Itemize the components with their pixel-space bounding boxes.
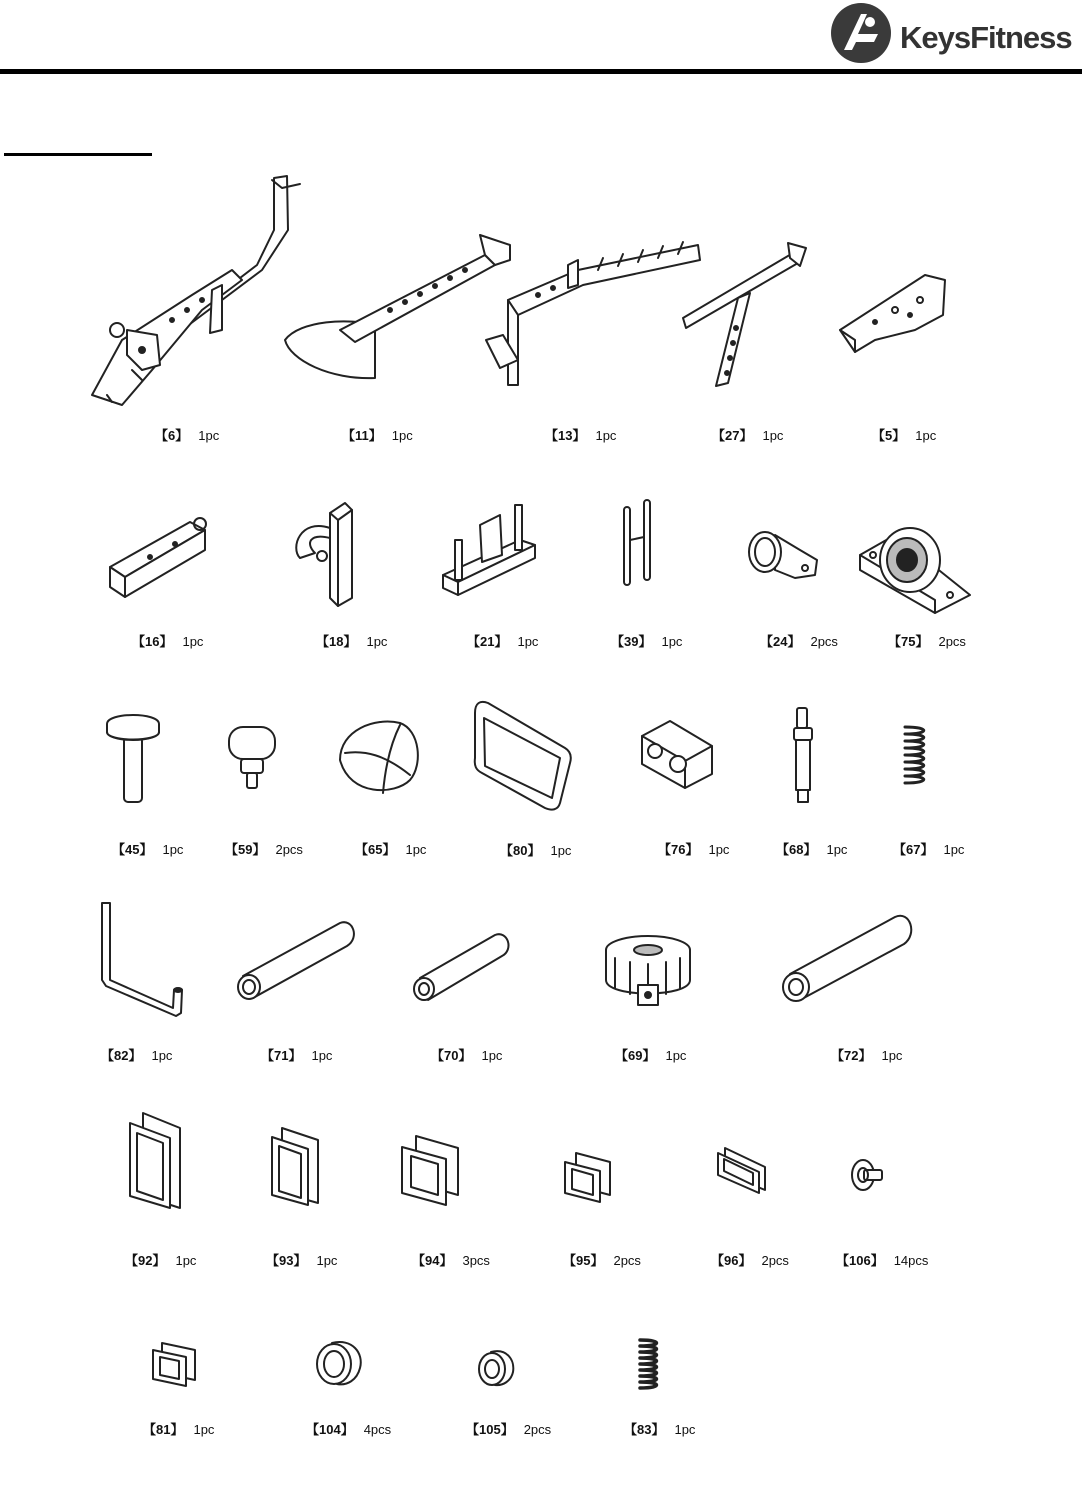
part-label-82: 【82】 1pc — [101, 1048, 173, 1063]
part-6 — [82, 170, 302, 415]
part-label-27: 【27】 1pc — [712, 428, 784, 443]
brand-name: KeysFitness — [900, 20, 1072, 55]
part-27 — [678, 238, 808, 388]
part-label-39: 【39】 1pc — [611, 634, 683, 649]
part-13 — [478, 240, 703, 390]
part-label-5: 【5】 1pc — [872, 428, 937, 443]
weight-holder-base-icon — [440, 500, 540, 600]
part-68 — [788, 705, 818, 805]
large-bushing-icon — [312, 1338, 364, 1390]
part-label-70: 【70】 1pc — [431, 1048, 503, 1063]
part-18 — [290, 498, 360, 608]
part-label-105: 【105】 2pcs — [466, 1422, 552, 1437]
part-label-96: 【96】 2pcs — [711, 1253, 789, 1268]
part-70 — [410, 930, 515, 1005]
part-label-94: 【94】 3pcs — [412, 1253, 490, 1268]
part-label-68: 【68】 1pc — [776, 842, 848, 857]
part-93 — [268, 1125, 323, 1210]
part-104 — [312, 1338, 364, 1390]
section-heading-underline — [4, 153, 152, 156]
part-label-75: 【75】 2pcs — [888, 634, 966, 649]
large-rectangular-end-cap-icon — [125, 1108, 185, 1213]
part-75 — [855, 515, 975, 615]
part-71 — [235, 918, 357, 1003]
part-5 — [835, 260, 950, 355]
part-label-71: 【71】 1pc — [261, 1048, 333, 1063]
short-foam-roller-icon — [410, 930, 515, 1005]
part-16 — [105, 512, 215, 607]
part-label-95: 【95】 2pcs — [563, 1253, 641, 1268]
long-foam-roller-icon — [235, 918, 357, 1003]
ball-grip-icon — [335, 715, 423, 797]
part-95 — [562, 1150, 614, 1205]
keysfitness-logo-icon — [830, 2, 892, 64]
part-59 — [225, 722, 280, 792]
part-label-81: 【81】 1pc — [143, 1422, 215, 1437]
coil-spring-icon — [900, 722, 935, 790]
part-76 — [640, 716, 715, 791]
part-69 — [600, 930, 700, 1012]
bent-rod-icon — [98, 898, 188, 1018]
flange-sleeve-icon — [745, 520, 820, 585]
part-81 — [150, 1340, 198, 1388]
part-label-21: 【21】 1pc — [467, 634, 539, 649]
large-foam-roller-icon — [780, 912, 915, 1007]
post-with-hook-icon — [290, 498, 360, 608]
pillow-block-bearing-icon — [855, 515, 975, 615]
part-label-83: 【83】 1pc — [624, 1422, 696, 1437]
part-92 — [125, 1108, 185, 1213]
part-label-76: 【76】 1pc — [658, 842, 730, 857]
part-24 — [745, 520, 820, 585]
part-39 — [612, 495, 662, 590]
part-label-93: 【93】 1pc — [266, 1253, 338, 1268]
flat-rectangular-end-cap-icon — [715, 1145, 770, 1197]
part-label-59: 【59】 2pcs — [225, 842, 303, 857]
small-coil-spring-icon — [636, 1336, 666, 1391]
part-label-104: 【104】 4pcs — [306, 1422, 392, 1437]
twin-stud-block-icon — [640, 716, 715, 791]
short-tube-bracket-icon — [105, 512, 215, 607]
small-bushing-icon — [475, 1348, 517, 1390]
part-label-67: 【67】 1pc — [893, 842, 965, 857]
part-83 — [636, 1336, 666, 1391]
part-label-92: 【92】 1pc — [125, 1253, 197, 1268]
part-label-16: 【16】 1pc — [132, 634, 204, 649]
stepped-shaft-icon — [788, 705, 818, 805]
part-label-6: 【6】 1pc — [155, 428, 220, 443]
part-80 — [470, 698, 575, 813]
part-65 — [335, 715, 423, 797]
part-label-106: 【106】 14pcs — [836, 1253, 929, 1268]
part-82 — [98, 898, 188, 1018]
part-label-80: 【80】 1pc — [500, 843, 572, 858]
part-67 — [900, 722, 935, 790]
part-label-65: 【65】 1pc — [355, 842, 427, 857]
knob-pin-icon — [105, 712, 165, 807]
part-106 — [848, 1155, 888, 1195]
frame-gasket-icon — [470, 698, 575, 813]
part-label-72: 【72】 1pc — [831, 1048, 903, 1063]
pin-pair-icon — [612, 495, 662, 590]
part-label-69: 【69】 1pc — [615, 1048, 687, 1063]
part-label-11: 【11】 1pc — [342, 428, 413, 443]
main-frame-icon — [82, 170, 302, 415]
part-label-13: 【13】 1pc — [545, 428, 617, 443]
bracket-plate-icon — [835, 260, 950, 355]
part-label-45: 【45】 1pc — [112, 842, 184, 857]
part-label-24: 【24】 2pcs — [760, 634, 838, 649]
header-divider — [0, 69, 1082, 74]
part-21 — [440, 500, 540, 600]
medium-rectangular-end-cap-icon — [268, 1125, 323, 1210]
square-end-cap-icon — [398, 1133, 463, 1208]
part-94 — [398, 1133, 463, 1208]
part-72 — [780, 912, 915, 1007]
part-45 — [105, 712, 165, 807]
brand-logo — [830, 2, 1080, 68]
star-knob-icon — [600, 930, 700, 1012]
stop-knob-icon — [225, 722, 280, 792]
part-105 — [475, 1348, 517, 1390]
part-label-18: 【18】 1pc — [316, 634, 388, 649]
part-96 — [715, 1145, 770, 1197]
round-bumper-icon — [848, 1155, 888, 1195]
small-square-end-cap-icon — [562, 1150, 614, 1205]
arm-frame-icon — [678, 238, 808, 388]
upper-frame-icon — [478, 240, 703, 390]
square-insert-icon — [150, 1340, 198, 1388]
